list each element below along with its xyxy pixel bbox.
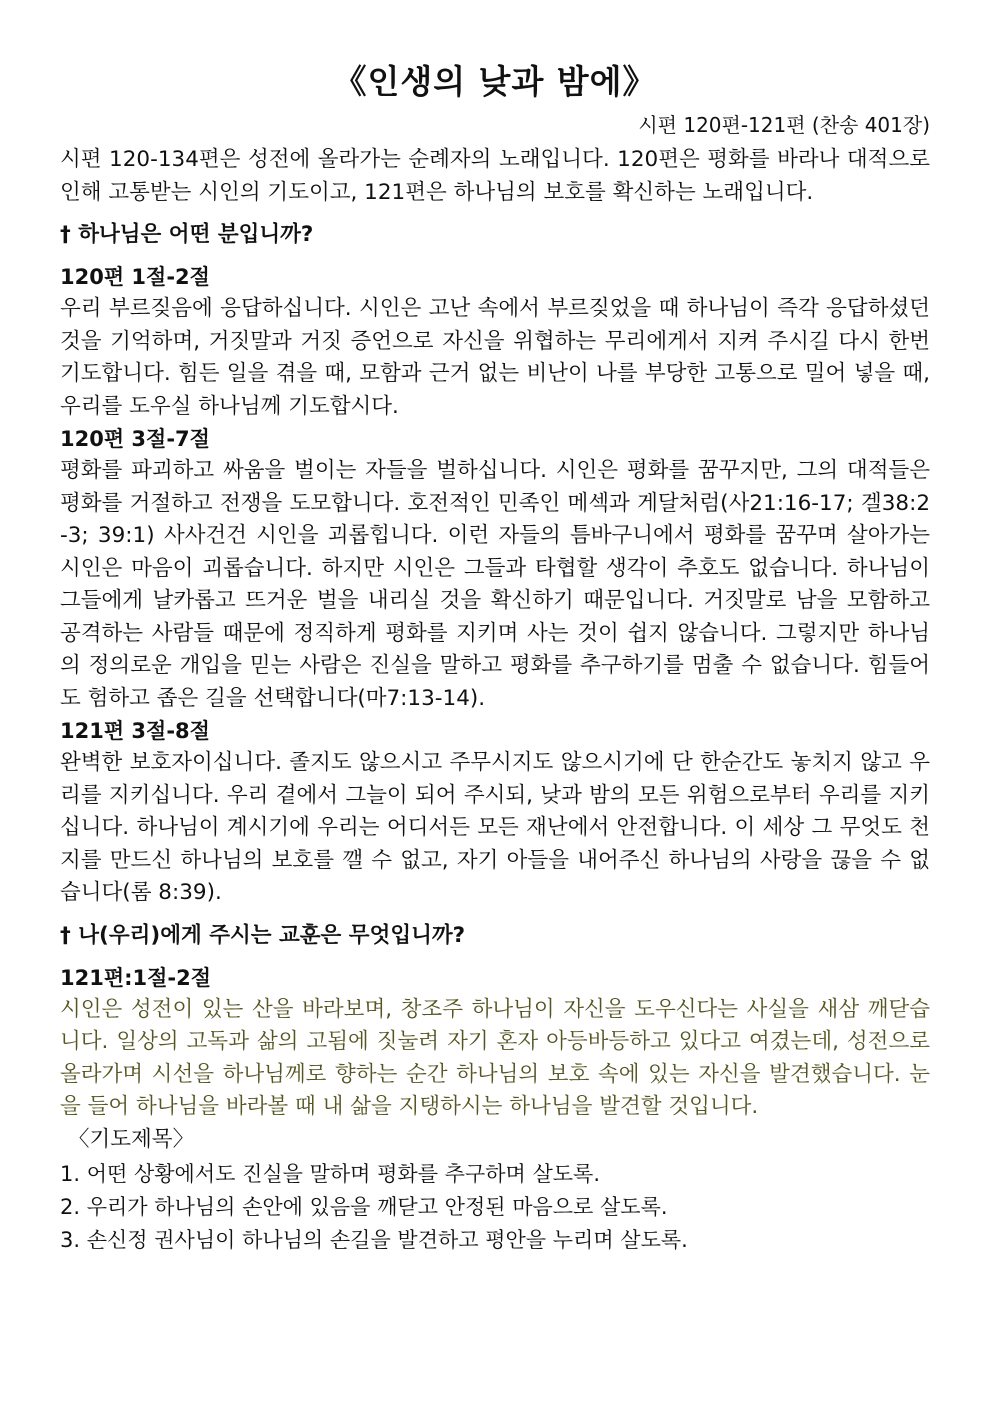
lesson-paragraph: 시인은 성전이 있는 산을 바라보며, 창조주 하나님이 자신을 도우신다는 사실을 새삼 깨닫습니다. 일상의 고독과 삶의 고됨에 짓눌려 자기 혼자 아등바등하고 있다고 여겼는데, 성전으로 올라가며 시선을 하나님께로 향하는 순간 하나님의 보호 속에 있는 자신을 발견했습니다. 눈을 들어 하나님을 바라볼 때 내 삶을 지탱하시는 하나님을 발견할 것입니다. (60, 996, 930, 1119)
section-heading-lesson: † 나(우리)에게 주시는 교훈은 무엇입니까? (60, 922, 466, 948)
verse-paragraph: 평화를 파괴하고 싸움을 벌이는 자들을 벌하십니다. 시인은 평화를 꿈꾸지만, 그의 대적들은 평화를 거절하고 전쟁을 도모합니다. 호전적인 민족인 메섹과 게달처럼(사21:16-17; 겔38:2-3; 39:1) 사사건건 시인을 괴롭힙니다. 이런 자들의 틈바구니에서 평화를 꿈꾸며 살아가는 시인은 마음이 괴롭습니다. 하지만 시인은 그들과 타협할 생각이 추호도 없습니다. 하나님이 그들에게 날카롭고 뜨거운 벌을 내리실 것을 확신하기 때문입니다. 거짓말로 남을 모함하고 공격하는 사람들 때문에 정직하게 평화를 지키며 사는 것이 쉽지 않습니다. 그렇지만 하나님의 정의로운 개입을 믿는 사람은 진실을 말하고 평화를 추구하기를 멈출 수 없습니다. 힘들어도 험하고 좁은 길을 선택합니다(마7:13-14). (60, 458, 930, 711)
verse-reference: 120편 1절-2절 (60, 265, 210, 289)
section-heading-who-is-god: † 하나님은 어떤 분입니까? (60, 222, 314, 247)
prayer-title: 〈기도제목〉 (68, 1126, 195, 1152)
scripture-reference: 시편 120편-121편 (찬송 401장) (638, 113, 930, 137)
verse-reference: 121편:1절-2절 (60, 965, 212, 990)
verse-paragraph: 우리 부르짖음에 응답하십니다. 시인은 고난 속에서 부르짖었을 때 하나님이 즉각 응답하셨던 것을 기억하며, 거짓말과 거짓 증언으로 자신을 위협하는 무리에게서 지켜 주시길 다시 한번 기도합니다. 힘든 일을 겪을 때, 모함과 근거 없는 비난이 나를 부당한 고통으로 밀어 넣을 때, 우리를 도우실 하나님께 기도합시다. (60, 296, 930, 419)
verse-reference: 121편 3절-8절 (60, 719, 210, 743)
page-title: 《인생의 낮과 밤에》 (333, 62, 657, 101)
bulletin-page (60, 56, 930, 1257)
prayer-item: 1. 어떤 상황에서도 진실을 말하며 평화를 추구하며 살도록. (60, 1161, 601, 1186)
intro-paragraph: 시편 120-134편은 성전에 올라가는 순례자의 노래입니다. 120편은 평화를 바라나 대적으로 인해 고통받는 시인의 기도이고, 121편은 하나님의 보호를 확신하는 노래입니다. (60, 147, 930, 205)
prayer-item: 2. 우리가 하나님의 손안에 있음을 깨닫고 안정된 마음으로 살도록. (60, 1194, 668, 1219)
prayer-item: 3. 손신정 권사님이 하나님의 손길을 발견하고 평안을 누리며 살도록. (60, 1227, 688, 1252)
verse-reference: 120편 3절-7절 (60, 427, 210, 451)
verse-paragraph: 완벽한 보호자이십니다. 졸지도 않으시고 주무시지도 않으시기에 단 한순간도 놓치지 않고 우리를 지키십니다. 우리 곁에서 그늘이 되어 주시되, 낮과 밤의 모든 위험으로부터 우리를 지키십니다. 하나님이 계시기에 우리는 어디서든 모든 재난에서 안전합니다. 이 세상 그 무엇도 천지를 만드신 하나님의 보호를 깰 수 없고, 자기 아들을 내어주신 하나님의 사랑을 끊을 수 없습니다(롬 8:39). (60, 750, 930, 905)
